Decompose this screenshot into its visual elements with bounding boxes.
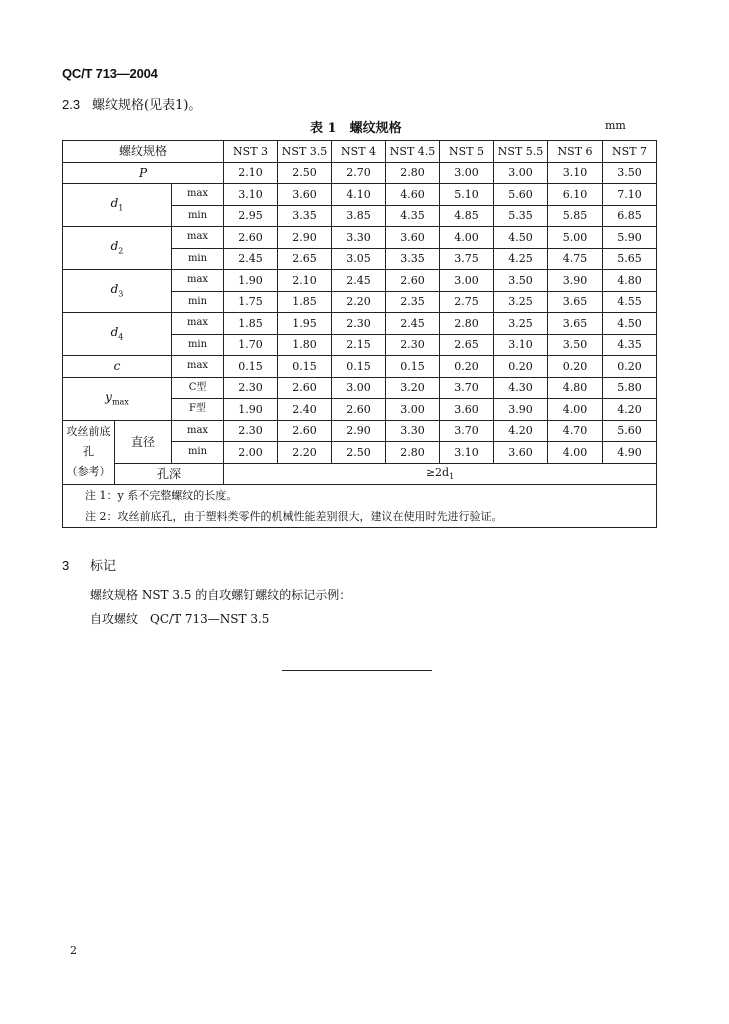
cell: 2.70 bbox=[332, 162, 386, 184]
cell: 1.70 bbox=[224, 334, 278, 356]
row-c bbox=[63, 356, 657, 378]
header-row bbox=[63, 141, 657, 163]
marking-example: 自攻螺纹 QC/T 713—NST 3.5 bbox=[90, 612, 270, 626]
cell: 2.30 bbox=[224, 377, 278, 399]
cell: 1.85 bbox=[278, 291, 332, 313]
sublabel-max: max bbox=[172, 313, 224, 335]
cell: 3.50 bbox=[603, 162, 657, 184]
cell: 0.20 bbox=[440, 356, 494, 378]
sublabel-min: min bbox=[172, 334, 224, 356]
cell: 2.80 bbox=[386, 442, 440, 464]
cell: 3.00 bbox=[440, 270, 494, 292]
cell: 2.00 bbox=[224, 442, 278, 464]
cell: 0.15 bbox=[224, 356, 278, 378]
cell: 0.20 bbox=[548, 356, 603, 378]
row-d1-max bbox=[63, 184, 657, 206]
marking-example-text: 螺纹规格 NST 3.5 的自攻螺钉螺纹的标记示例： bbox=[90, 588, 352, 602]
cell: 1.90 bbox=[224, 399, 278, 421]
cell: 5.10 bbox=[440, 184, 494, 206]
cell: 3.25 bbox=[494, 313, 548, 335]
cell: 3.70 bbox=[440, 377, 494, 399]
cell: 4.60 bbox=[386, 184, 440, 206]
col-header: NST 5.5 bbox=[494, 141, 548, 163]
cell: 2.50 bbox=[278, 162, 332, 184]
cell: 6.10 bbox=[548, 184, 603, 206]
row-d2-max bbox=[63, 227, 657, 249]
cell: 3.10 bbox=[224, 184, 278, 206]
cell: 3.05 bbox=[332, 248, 386, 270]
cell: 4.00 bbox=[440, 227, 494, 249]
cell: 0.15 bbox=[332, 356, 386, 378]
cell: 7.10 bbox=[603, 184, 657, 206]
sublabel-f-type: F型 bbox=[172, 399, 224, 421]
cell: 3.75 bbox=[440, 248, 494, 270]
cell: 4.50 bbox=[494, 227, 548, 249]
cell: 0.20 bbox=[603, 356, 657, 378]
cell: 3.50 bbox=[548, 334, 603, 356]
notes-row bbox=[63, 485, 657, 528]
section-title: 标记 bbox=[90, 559, 117, 574]
page-number: 2 bbox=[70, 944, 77, 957]
sublabel-min: min bbox=[172, 442, 224, 464]
cell: 0.15 bbox=[278, 356, 332, 378]
row-hole-max bbox=[63, 420, 657, 442]
cell: 4.20 bbox=[494, 420, 548, 442]
cell: 1.80 bbox=[278, 334, 332, 356]
cell: 5.80 bbox=[603, 377, 657, 399]
cell: 2.90 bbox=[332, 420, 386, 442]
cell: 5.60 bbox=[603, 420, 657, 442]
row-label-hole: 攻丝前底孔 （参考） bbox=[63, 420, 115, 485]
cell: 4.50 bbox=[603, 313, 657, 335]
cell: 2.75 bbox=[440, 291, 494, 313]
cell: 3.30 bbox=[332, 227, 386, 249]
cell: 4.35 bbox=[603, 334, 657, 356]
cell: 3.10 bbox=[548, 162, 603, 184]
cell: 4.80 bbox=[548, 377, 603, 399]
cell: 2.60 bbox=[278, 377, 332, 399]
row-label-d4: $d_4$ bbox=[63, 313, 172, 356]
sublabel-min: min bbox=[172, 248, 224, 270]
cell: 2.95 bbox=[224, 205, 278, 227]
table-notes bbox=[63, 485, 657, 528]
section-2-3-heading bbox=[62, 94, 201, 113]
sublabel-min: min bbox=[172, 205, 224, 227]
sublabel-c-type: C型 bbox=[172, 377, 224, 399]
row-hole-depth bbox=[63, 463, 657, 485]
cell: 3.85 bbox=[332, 205, 386, 227]
cell: 3.90 bbox=[548, 270, 603, 292]
cell: 3.60 bbox=[278, 184, 332, 206]
cell: 1.85 bbox=[224, 313, 278, 335]
col-header: NST 4.5 bbox=[386, 141, 440, 163]
cell: 4.80 bbox=[603, 270, 657, 292]
cell: 4.10 bbox=[332, 184, 386, 206]
row-label-p: P bbox=[63, 162, 224, 184]
cell: 5.65 bbox=[603, 248, 657, 270]
col-header: NST 3.5 bbox=[278, 141, 332, 163]
row-d3-max bbox=[63, 270, 657, 292]
row-d4-max bbox=[63, 313, 657, 335]
cell: 3.00 bbox=[332, 377, 386, 399]
cell: 2.20 bbox=[332, 291, 386, 313]
cell: 3.60 bbox=[386, 227, 440, 249]
cell: 3.00 bbox=[386, 399, 440, 421]
cell: 2.65 bbox=[278, 248, 332, 270]
cell: 3.65 bbox=[548, 291, 603, 313]
cell: 2.60 bbox=[278, 420, 332, 442]
thread-spec-table bbox=[62, 140, 657, 528]
cell: 3.25 bbox=[494, 291, 548, 313]
cell: 6.85 bbox=[603, 205, 657, 227]
cell: 0.15 bbox=[386, 356, 440, 378]
cell: 5.60 bbox=[494, 184, 548, 206]
cell: 2.60 bbox=[386, 270, 440, 292]
note-2: 注 2：攻丝前底孔，由于塑料类零件的机械性能差别很大，建议在使用时先进行验证。 bbox=[85, 510, 503, 523]
cell: 2.30 bbox=[332, 313, 386, 335]
row-label-d1: $d_1$ bbox=[63, 184, 172, 227]
note-1: 注 1：y 系不完整螺纹的长度。 bbox=[85, 489, 238, 502]
cell: 2.80 bbox=[440, 313, 494, 335]
row-p bbox=[63, 162, 657, 184]
sublabel-max: max bbox=[172, 227, 224, 249]
row-ymax-c bbox=[63, 377, 657, 399]
col-header: NST 6 bbox=[548, 141, 603, 163]
section-number: 2.3 bbox=[62, 97, 81, 112]
cell: 2.90 bbox=[278, 227, 332, 249]
cell: 3.70 bbox=[440, 420, 494, 442]
cell: 2.45 bbox=[386, 313, 440, 335]
cell: 4.00 bbox=[548, 442, 603, 464]
cell: 3.35 bbox=[386, 248, 440, 270]
cell: 4.85 bbox=[440, 205, 494, 227]
cell: 3.10 bbox=[440, 442, 494, 464]
cell: 5.90 bbox=[603, 227, 657, 249]
cell: 3.50 bbox=[494, 270, 548, 292]
cell: 3.35 bbox=[278, 205, 332, 227]
cell: 3.30 bbox=[386, 420, 440, 442]
cell: 4.25 bbox=[494, 248, 548, 270]
cell: 3.00 bbox=[440, 162, 494, 184]
sublabel-max: max bbox=[172, 420, 224, 442]
col-header: NST 5 bbox=[440, 141, 494, 163]
cell: 3.20 bbox=[386, 377, 440, 399]
section-number: 3 bbox=[62, 558, 70, 573]
row-label-diameter: 直径 bbox=[115, 420, 172, 463]
cell: 2.60 bbox=[224, 227, 278, 249]
cell: 4.00 bbox=[548, 399, 603, 421]
standard-code: QC/T 713—2004 bbox=[62, 66, 158, 81]
table-caption: 表 1 螺纹规格 bbox=[310, 121, 402, 136]
row-label-ymax: $y_{max}$ bbox=[63, 377, 172, 420]
sublabel-min: min bbox=[172, 291, 224, 313]
col-header: NST 7 bbox=[603, 141, 657, 163]
row-label-c: c bbox=[63, 356, 172, 378]
cell: 5.00 bbox=[548, 227, 603, 249]
cell: 3.10 bbox=[494, 334, 548, 356]
cell: 2.15 bbox=[332, 334, 386, 356]
cell: 2.80 bbox=[386, 162, 440, 184]
cell: 3.65 bbox=[548, 313, 603, 335]
cell: 3.60 bbox=[440, 399, 494, 421]
cell: 1.90 bbox=[224, 270, 278, 292]
sublabel-max: max bbox=[172, 356, 224, 378]
cell: 2.65 bbox=[440, 334, 494, 356]
cell: 2.40 bbox=[278, 399, 332, 421]
row-label-depth: 孔深 bbox=[115, 463, 224, 485]
cell: 0.20 bbox=[494, 356, 548, 378]
cell: 4.75 bbox=[548, 248, 603, 270]
cell: 4.70 bbox=[548, 420, 603, 442]
row-label-d3: $d_3$ bbox=[63, 270, 172, 313]
spec-label: 螺纹规格 bbox=[63, 141, 224, 163]
cell: 2.30 bbox=[224, 420, 278, 442]
cell: 4.20 bbox=[603, 399, 657, 421]
cell: 4.55 bbox=[603, 291, 657, 313]
cell: 2.45 bbox=[224, 248, 278, 270]
cell: 2.50 bbox=[332, 442, 386, 464]
cell: 2.10 bbox=[278, 270, 332, 292]
sublabel-max: max bbox=[172, 270, 224, 292]
cell: 1.95 bbox=[278, 313, 332, 335]
cell: 2.20 bbox=[278, 442, 332, 464]
end-rule bbox=[282, 670, 432, 671]
cell: 2.35 bbox=[386, 291, 440, 313]
cell: 4.30 bbox=[494, 377, 548, 399]
cell: 4.35 bbox=[386, 205, 440, 227]
section-text: 螺纹规格(见表1)。 bbox=[92, 98, 202, 113]
cell: 2.60 bbox=[332, 399, 386, 421]
cell: 4.90 bbox=[603, 442, 657, 464]
cell: 5.85 bbox=[548, 205, 603, 227]
depth-value: $\ge 2d_1$ bbox=[224, 463, 657, 485]
cell: 1.75 bbox=[224, 291, 278, 313]
cell: 2.45 bbox=[332, 270, 386, 292]
table-unit: mm bbox=[605, 119, 626, 132]
cell: 2.10 bbox=[224, 162, 278, 184]
section-3-heading bbox=[62, 555, 116, 574]
col-header: NST 3 bbox=[224, 141, 278, 163]
cell: 3.90 bbox=[494, 399, 548, 421]
cell: 3.00 bbox=[494, 162, 548, 184]
col-header: NST 4 bbox=[332, 141, 386, 163]
row-label-d2: $d_2$ bbox=[63, 227, 172, 270]
cell: 3.60 bbox=[494, 442, 548, 464]
cell: 5.35 bbox=[494, 205, 548, 227]
sublabel-max: max bbox=[172, 184, 224, 206]
cell: 2.30 bbox=[386, 334, 440, 356]
